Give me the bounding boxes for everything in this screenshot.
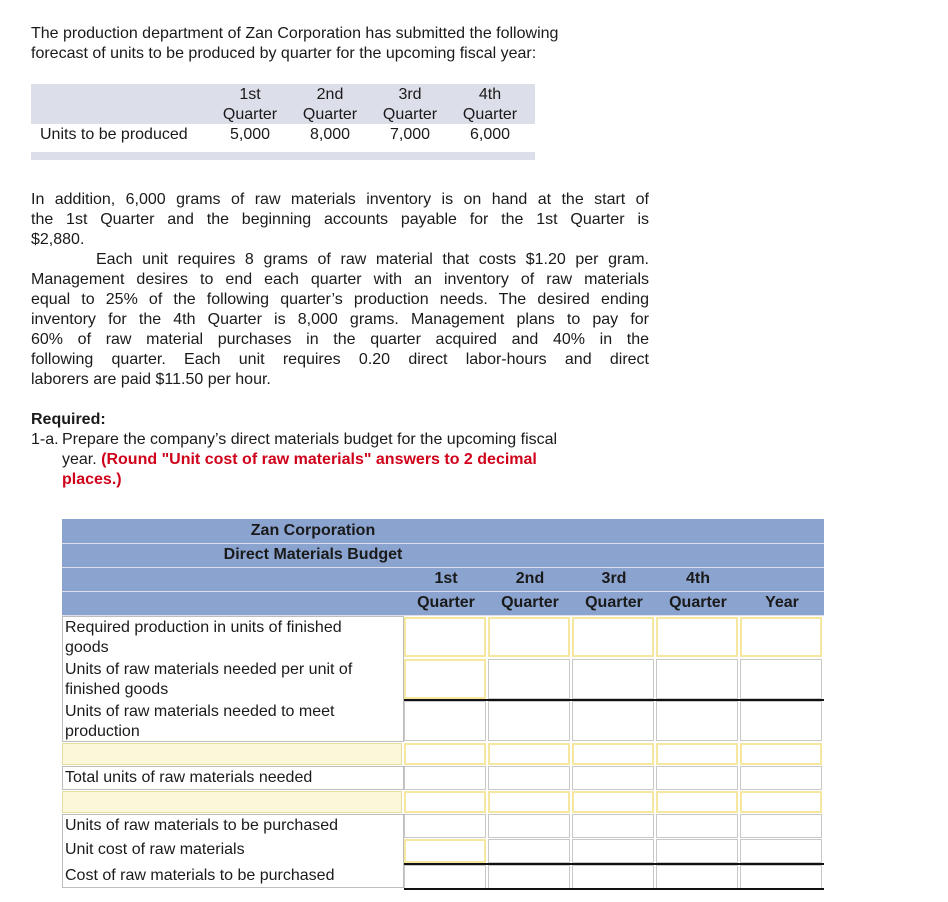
inventory-paragraph — [31, 190, 649, 250]
col-header-q3 — [572, 569, 656, 613]
forecast-col-header — [290, 85, 370, 125]
input-cost-purchased-q4[interactable] — [656, 865, 738, 889]
input-units-needed-q1[interactable] — [404, 701, 486, 741]
row-label-required-production — [65, 618, 400, 658]
required-heading: Required: — [31, 411, 106, 428]
quarter-label: Quarter — [222, 106, 278, 123]
forecast-col-header — [370, 85, 450, 125]
paragraph-line: laborers are paid $11.50 per hour. — [31, 371, 271, 388]
paragraph-line: following quarter. Each unit requires 0.20 direct labor-hours and direct — [31, 351, 649, 368]
paragraph-line: Management desires to end each quarter with an inventory of raw materials — [31, 271, 649, 288]
intro-paragraph — [31, 24, 649, 64]
input-units-needed-q4[interactable] — [656, 701, 738, 741]
label-line: production — [65, 723, 140, 740]
input-required-production-q2[interactable] — [488, 617, 570, 657]
input-total-units-q2[interactable] — [488, 766, 570, 790]
quarter-number: 3rd — [398, 86, 422, 103]
label-line: finished goods — [65, 681, 169, 698]
input-required-production-q3[interactable] — [572, 617, 654, 657]
input-required-production-q1[interactable] — [404, 617, 486, 657]
quarter-label: Quarter — [585, 594, 643, 611]
input-blank-row2-q1[interactable] — [404, 791, 486, 813]
cell-units-per-unit-q3 — [572, 659, 654, 699]
paragraph-line: equal to 25% of the following quarter’s production needs. The desired ending — [31, 291, 649, 308]
input-units-purchased-q1[interactable] — [404, 814, 486, 838]
row-label-units-needed — [65, 702, 400, 742]
input-unit-cost-q1[interactable] — [404, 839, 486, 863]
cell-unit-cost-q3 — [572, 839, 654, 863]
forecast-value: 6,000 — [469, 126, 511, 143]
quarter-number: 1st — [239, 86, 261, 103]
input-total-units-q1[interactable] — [404, 766, 486, 790]
budget-company: Zan Corporation — [250, 522, 376, 539]
direct-materials-budget — [62, 519, 824, 891]
input-blank-row1-q2[interactable] — [488, 743, 570, 765]
cell-unit-cost-q2 — [488, 839, 570, 863]
input-units-purchased-year[interactable] — [740, 814, 822, 838]
input-cost-purchased-year[interactable] — [740, 865, 822, 889]
requirement-text — [62, 430, 632, 490]
paragraph-line: $2,880. — [31, 231, 85, 248]
forecast-row-label: Units to be produced — [40, 126, 188, 143]
quarter-number: 1st — [434, 570, 458, 587]
forecast-table — [31, 84, 535, 160]
input-units-needed-q2[interactable] — [488, 701, 570, 741]
quarter-label: Quarter — [302, 106, 358, 123]
requirement-line: year. — [62, 451, 97, 468]
paragraph-line: inventory for the 4th Quarter is 8,000 grams. Management plans to pay for — [31, 311, 649, 328]
row-label-units-purchased: Units of raw materials to be purchased — [65, 817, 339, 834]
quarter-number: 2nd — [515, 570, 545, 587]
col-header-q1 — [404, 569, 488, 613]
input-blank-row1-q4[interactable] — [656, 743, 738, 765]
header-divider — [62, 543, 824, 544]
label-line: Units of raw materials needed per unit of — [65, 661, 353, 678]
cell-units-per-unit-year — [740, 659, 822, 699]
input-units-purchased-q2[interactable] — [488, 814, 570, 838]
quarter-number: 2nd — [316, 86, 344, 103]
budget-title: Direct Materials Budget — [223, 546, 403, 563]
input-cost-purchased-q3[interactable] — [572, 865, 654, 889]
row-label-units-per-unit — [65, 660, 400, 700]
quarter-number: 3rd — [601, 570, 627, 587]
quarter-number: 4th — [686, 570, 710, 587]
paragraph-line: Each unit requires 8 grams of raw material that costs $1.20 per gram. — [96, 251, 649, 268]
intro-line: forecast of units to be produced by quarter for the upcoming fiscal year: — [31, 45, 537, 62]
forecast-col-header — [450, 85, 530, 125]
input-required-production-q4[interactable] — [656, 617, 738, 657]
paragraph-line: In addition, 6,000 grams of raw materials inventory is on hand at the start of — [31, 191, 649, 208]
input-blank-row2-q2[interactable] — [488, 791, 570, 813]
paragraph-line: 60% of raw material purchases in the quarter acquired and 40% in the — [31, 331, 649, 348]
requirement-number: 1-a. — [31, 431, 59, 448]
col-header-year: Year — [765, 594, 799, 611]
label-line: Required production in units of finished — [65, 619, 342, 636]
col-header-q4 — [656, 569, 740, 613]
label-line: goods — [65, 639, 109, 656]
quarter-label: Quarter — [501, 594, 559, 611]
input-total-units-year[interactable] — [740, 766, 822, 790]
input-units-per-unit-q1[interactable] — [404, 659, 486, 699]
cell-unit-cost-year — [740, 839, 822, 863]
forecast-value: 5,000 — [229, 126, 271, 143]
input-units-needed-year[interactable] — [740, 701, 822, 741]
quarter-number: 4th — [478, 86, 502, 103]
input-blank-row1-year[interactable] — [740, 743, 822, 765]
input-blank-row2-q4[interactable] — [656, 791, 738, 813]
forecast-value: 7,000 — [389, 126, 431, 143]
input-blank-label-1[interactable] — [62, 743, 402, 765]
forecast-value: 8,000 — [309, 126, 351, 143]
requirements-paragraph — [31, 250, 649, 390]
row-rule — [404, 888, 824, 890]
input-units-purchased-q4[interactable] — [656, 814, 738, 838]
intro-line: The production department of Zan Corporation has submitted the following — [31, 25, 559, 42]
rounding-note: (Round "Unit cost of raw materials" answers to 2 decimal — [101, 451, 537, 468]
forecast-footer-band — [31, 152, 535, 160]
quarter-label: Quarter — [462, 106, 518, 123]
input-blank-row1-q1[interactable] — [404, 743, 486, 765]
input-total-units-q4[interactable] — [656, 766, 738, 790]
input-blank-row1-q3[interactable] — [572, 743, 654, 765]
quarter-label: Quarter — [382, 106, 438, 123]
input-cost-purchased-q2[interactable] — [488, 865, 570, 889]
input-units-needed-q3[interactable] — [572, 701, 654, 741]
input-cost-purchased-q1[interactable] — [404, 865, 486, 889]
cell-units-per-unit-q4 — [656, 659, 738, 699]
input-blank-label-2[interactable] — [62, 791, 402, 813]
input-units-purchased-q3[interactable] — [572, 814, 654, 838]
paragraph-line: the 1st Quarter and the beginning accounts payable for the 1st Quarter is — [31, 211, 649, 228]
row-label-cost-purchased: Cost of raw materials to be purchased — [65, 867, 335, 884]
input-blank-row2-year[interactable] — [740, 791, 822, 813]
input-required-production-year[interactable] — [740, 617, 822, 657]
forecast-col-header — [210, 85, 290, 125]
label-line: Units of raw materials needed to meet — [65, 703, 335, 720]
quarter-label: Quarter — [417, 594, 475, 611]
rounding-note: places.) — [62, 471, 122, 488]
row-label-total-units: Total units of raw materials needed — [65, 769, 313, 786]
requirement-line: Prepare the company’s direct materials budget for the upcoming fiscal — [62, 431, 558, 448]
col-header-q2 — [488, 569, 572, 613]
cell-unit-cost-q4 — [656, 839, 738, 863]
quarter-label: Quarter — [669, 594, 727, 611]
row-label-unit-cost: Unit cost of raw materials — [65, 841, 245, 858]
input-total-units-q3[interactable] — [572, 766, 654, 790]
header-divider — [62, 567, 824, 568]
input-blank-row2-q3[interactable] — [572, 791, 654, 813]
cell-units-per-unit-q2 — [488, 659, 570, 699]
